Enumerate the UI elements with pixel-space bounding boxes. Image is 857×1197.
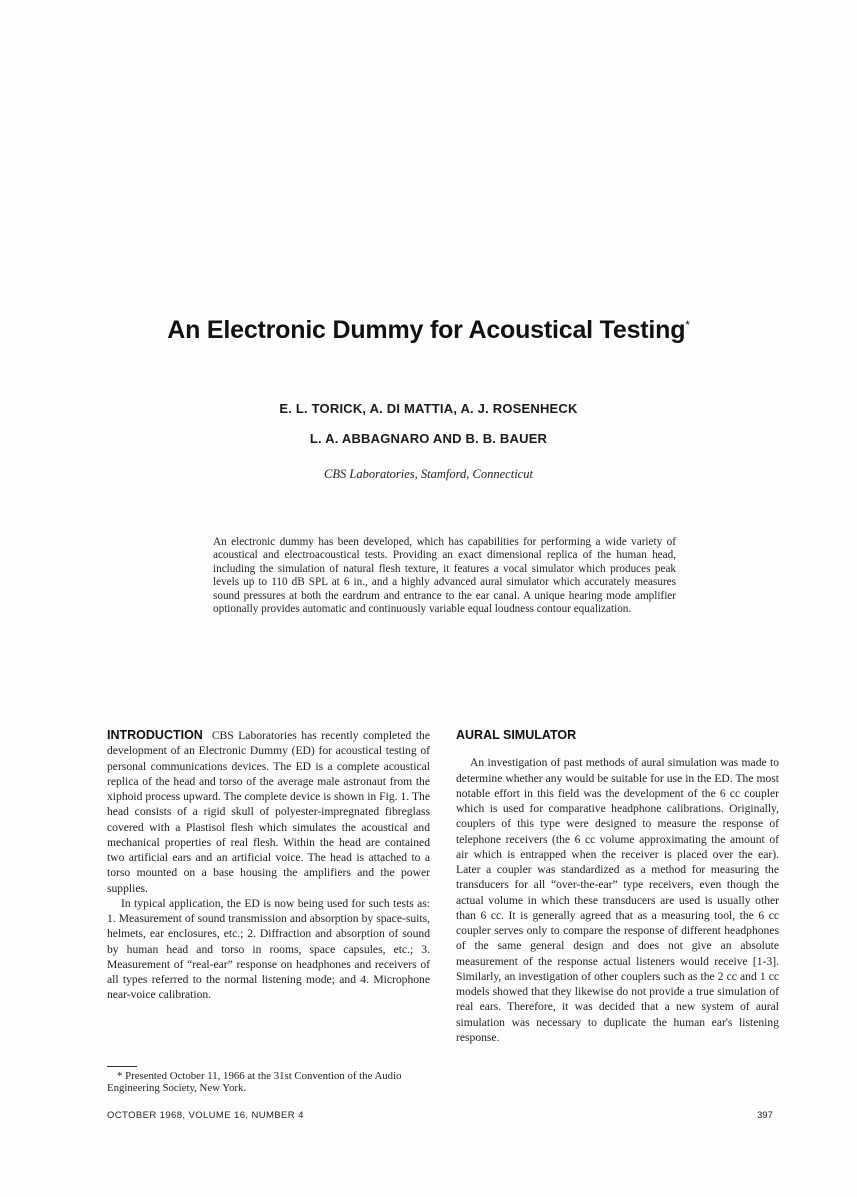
introduction-heading: INTRODUCTION <box>107 728 203 742</box>
introduction-paragraph-2: In typical application, the ED is now being used for such tests as: 1. Measurement of sound transmission and absorption by space-suits, helmets, ear enclosures, etc.; 2. Diffraction and absorption of sound by human head and torso in rooms, space capsules, etc.; 3. Measurement of “real-ear” response on headphones and receivers of all types referred to the normal listening mode; and 4. Microphone near-voice calibration. <box>107 896 430 1002</box>
page-number: 397 <box>757 1110 773 1121</box>
right-column <box>456 728 779 1045</box>
aural-simulator-heading: AURAL SIMULATOR <box>456 728 577 742</box>
running-footer: OCTOBER 1968, VOLUME 16, NUMBER 4 <box>107 1110 304 1121</box>
introduction-paragraph-1 <box>107 728 430 896</box>
aural-simulator-paragraph-1: An investigation of past methods of aural simulation was made to determine whether any would be suitable for use in the ED. The most notable effort in this field was the development of the 6 cc coupler which is used for comparative headphone calibrations. Originally, couplers of this type were designed to measure the response of telephone receivers (the 6 cc volume approximating the amount of air which is entrapped when the receiver is placed over the ear). Later a coupler was standardized as a method for measuring the transducers for all “over-the-ear” type receivers, even though the actual volume in which these transducers are used is usually other than 6 cc. It is generally agreed that as a measuring tool, the 6 cc coupler serves only to compare the response of different headphones of the same general design and does not give an absolute measurement of the response actual listeners would receive [1-3]. Similarly, an investigation of other couplers such as the 2 cc and 1 cc models showed that they likewise do not provide a true simulation of real ears. Therefore, it was decided that a new system of aural simulation was necessary to duplicate the human ear's listening response. <box>456 756 779 1044</box>
affiliation: CBS Laboratories, Stamford, Connecticut <box>324 467 533 481</box>
left-column <box>107 728 430 1003</box>
abstract: An electronic dummy has been developed, which has capabilities for performing a wide variety of acoustical and electroacoustical tests. Providing an exact dimensional replica of the human head, including the simulation of natural flesh texture, it features a vocal simulator which produces peak levels up to 110 dB SPL at 6 in., and a highly advanced aural simulator which accurately measures sound pressures at both the eardrum and entrance to the ear canal. A unique hearing mode amplifier optionally provides automatic and continuously variable equal loudness contour equalization. <box>213 536 676 616</box>
authors-line-2: L. A. ABBAGNARO AND B. B. BAUER <box>309 431 548 446</box>
title-footnote-mark: * <box>685 318 690 332</box>
footnote-rule <box>107 1066 137 1067</box>
title-text: An Electronic Dummy for Acoustical Testing <box>167 316 686 344</box>
paper-title <box>0 316 857 345</box>
introduction-p1-text: CBS Laboratories has recently completed the development of an Electronic Dummy (ED) for acoustical testing of personal communications devices. The ED is a complete acoustical replica of the head and torso of the average male astronaut from the xiphoid process upward. The complete device is shown in Fig. 1. The head consists of a rigid skull of polyester-impregnated fibreglass covered with a Plastisol flesh which simulates the acoustical and mechanical properties of real flesh. Within the head are contained two artificial ears and an artificial voice. The head is attached to a torso mounted on a base housing the amplifiers and the power supplies. <box>107 729 431 895</box>
footnote: * Presented October 11, 1966 at the 31st Convention of the Audio Engineering Society, New York. <box>107 1070 402 1095</box>
authors-line-1: E. L. TORICK, A. DI MATTIA, A. J. ROSENHECK <box>279 401 578 416</box>
